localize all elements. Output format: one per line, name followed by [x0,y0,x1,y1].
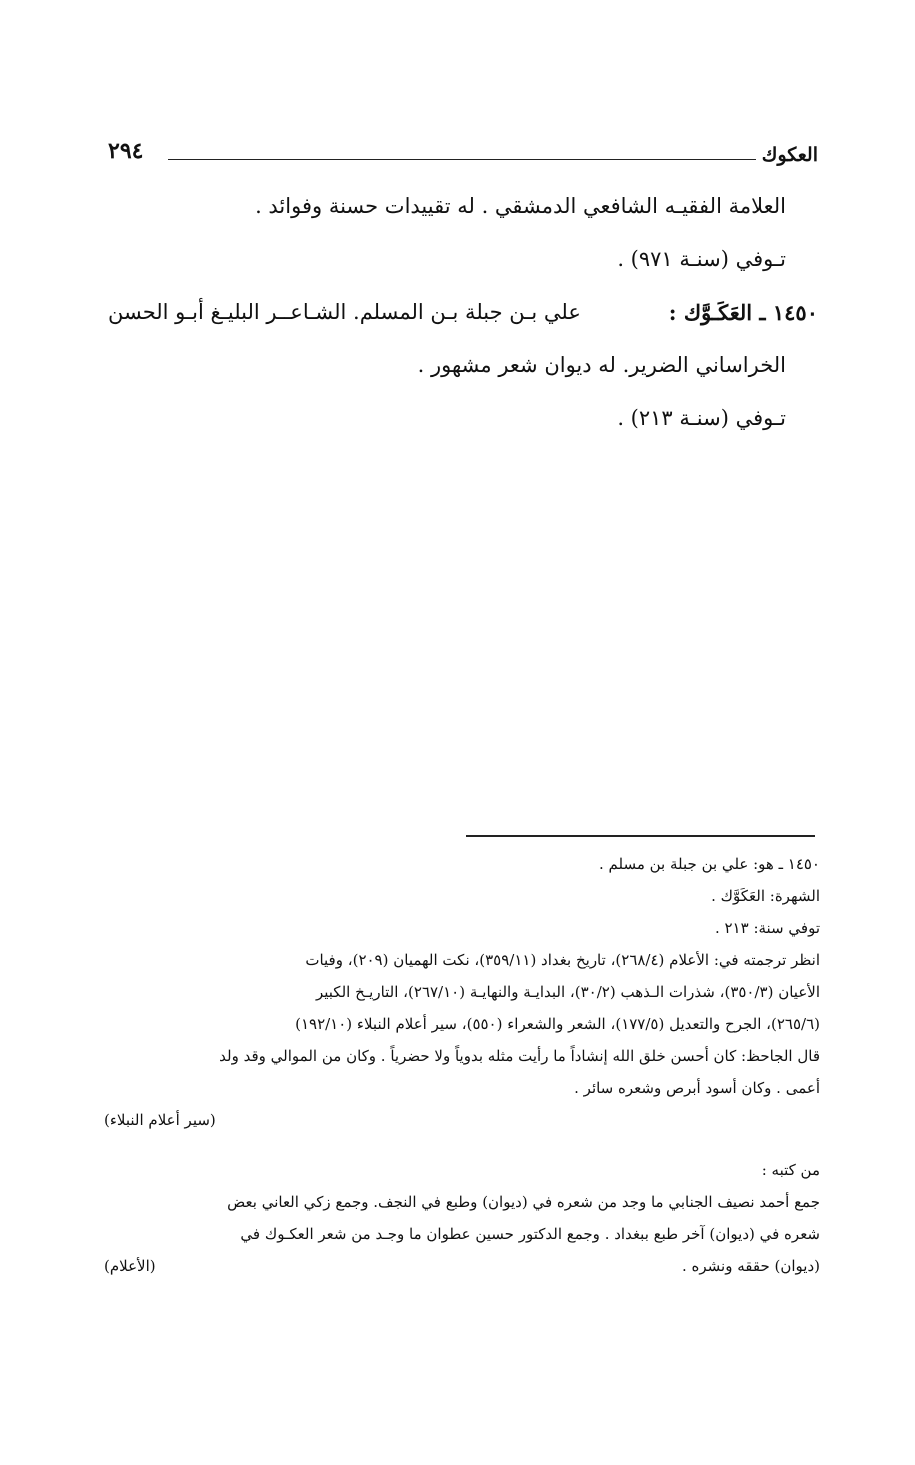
footnote-death: توفي سنة: ٢١٣ . [714,919,820,937]
footnotes [104,848,820,1282]
page-header [108,138,818,178]
running-title: العكوك [761,144,818,166]
prev-entry-death: تـوفي (سنـة ٩٧١) . [617,247,786,271]
header-rule [168,159,756,160]
footnote-books-2: شعره في (ديوان) آخر طبع ببغداد . وجمع الدكتور حسين عطوان ما وجـد من شعر العكـوك في [240,1225,820,1243]
entry-line-rest: علي بـن جبلة بـن المسلم. الشـاعــر البليـغ أبـو الحسن [108,300,581,324]
footnote-quote-1: قال الجاحظ: كان أحسن خلق الله إنشاداً ما رأيت مثله بدوياً ولا حضرياً . وكان من الموالي وقد ولد [219,1047,820,1065]
footnote-books-3: (ديوان) حققه ونشره . [682,1257,820,1275]
footnote-refs-1: انظر ترجمته في: الأعلام (٢٦٨/٤)، تاريخ بغداد (٣٥٩/١١)، نكت الهميان (٢٠٩)، وفيات [305,951,820,969]
footnote-books-1: جمع أحمد نصيف الجنابي ما وجد من شعره في (ديوان) وطبع في النجف. وجمع زكي العاني بعض [227,1193,820,1211]
footnote-quote-source: (سير أعلام النبلاء) [104,1111,216,1129]
entry-death: تـوفي (سنـة ٢١٣) . [617,406,786,430]
footnote-refs-3: (٢٦٥/٦)، الجرح والتعديل (١٧٧/٥)، الشعر والشعراء (٥٥٠)، سير أعلام النبلاء (١٩٢/١٠) [295,1015,820,1033]
prev-entry-line: العلامة الفقيـه الشافعي الدمشقي . له تقييدات حسنة وفوائد . [255,194,786,218]
footnote-refs-2: الأعيان (٣٥٠/٣)، شذرات الـذهب (٣٠/٢)، البدايـة والنهايـة (٢٦٧/١٠)، التاريـخ الكبير [315,983,820,1001]
main-text [108,180,818,445]
entry-line-2: الخراساني الضرير. له ديوان شعر مشهور . [417,353,786,377]
footnote-rule [466,835,815,837]
footnote-id: ١٤٥٠ ـ هو: علي بن جبلة بن مسلم . [598,855,820,873]
entry-1450-first-line [108,286,818,339]
entry-number-name: ١٤٥٠ ـ العَكَـوَّك : [668,300,818,325]
footnote-fame: الشهرة: العَكَوَّك . [711,887,820,905]
footnote-quote-2: أعمى . وكان أسود أبرص وشعره سائر . [574,1079,820,1097]
footnote-books-source: (الأعلام) [104,1257,156,1275]
page-number: ٢٩٤ [108,138,144,164]
footnote-books-heading: من كتبه : [761,1161,820,1179]
